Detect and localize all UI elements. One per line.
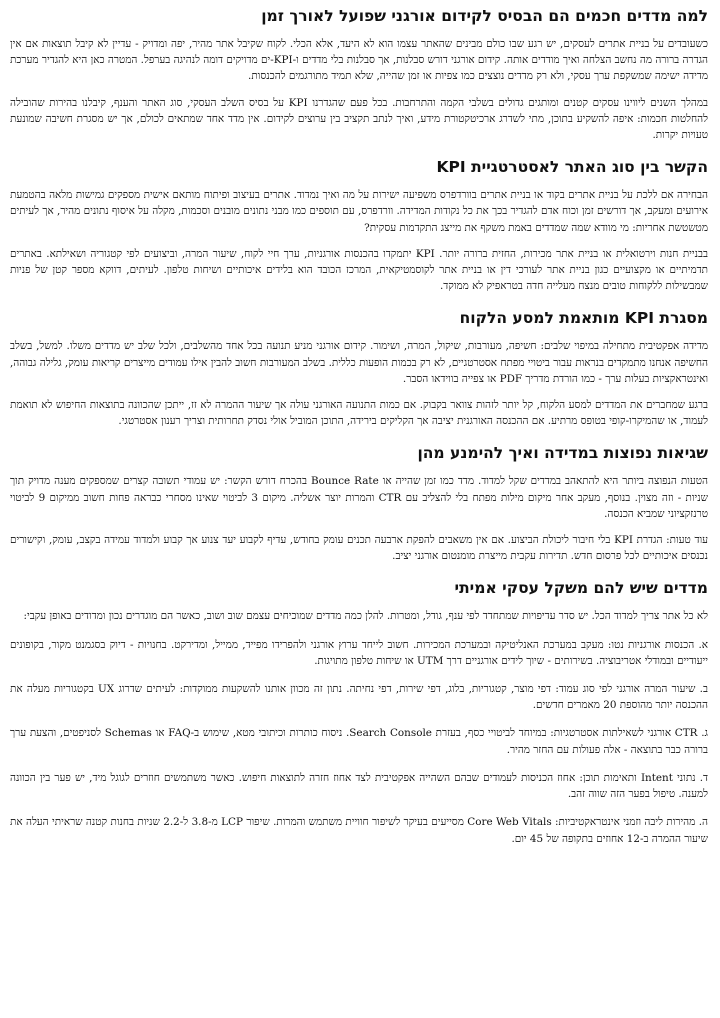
metric-item-a: א. הכנסות אורגניות נטו: מעקב במערכת האנליטיקה ובמערכת המכירות. חשוב לייחד ערוץ אורגני ולהפרידו מפייד, ממייל, ומדירקט. בחנויות - דיוק בסגמנט מקור, בקופונים ייעודיים ובמודלי אטריבוציה. בשירותים - שיוך לידים אורגניים דרך UTM או שיחות טלפון מתויגות.	[10, 638, 708, 667]
metric-item-d: ד. נתוני Intent ותאימות תוכן: אחוז הכניסות לעמודים שבהם השהייה אפקטיבית לצד אחוז חזרה לתוצאות חיפוש. כאשר משתמשים חוזרים לגוגל מיד, יש פער בין הכוונה למענה. טיפול בפער הזה שווה זהב.	[10, 771, 708, 801]
section-2-heading: הקשר בין סוג האתר לאסטרטגיית KPI	[436, 158, 708, 177]
section-5-intro: לא כל אתר צריך למדוד הכל. יש סדר עדיפויות שמתחדד לפי ענף, גודל, ומטרות. להלן כמה מדדים שמוכיחים עצמם שוב ושוב, כאשר הם מוגדרים נכון ומדודים באופן עקבי:	[23, 610, 708, 623]
section-3-paragraph-1: מדידה אפקטיבית מתחילה במיפוי שלבים: חשיפה, מעורבות, שיקול, המרה, ושימור. קידום אורגני מניע תנועה בכל אחד מהשלבים, ולכל שלב יש מדדים משלו. למשל, בשלב החשיפה אנחנו מתמקדים בנראות עבור ביטויי מפתח אסטרטגיים, לא רק בכמות הופעות כללית. בשלב המעורבות חשוב להבין אילו עמודים מייצרים קריאות עומק, גלילה גבוהה, ואינטראקציות בעלות ערך - כמו הורדת מדריך PDF או צפייה בווידאו הסבר.	[10, 340, 708, 385]
section-3-heading: מסגרת KPI מותאמת למסע הלקוח	[459, 309, 708, 328]
metric-item-e: ה. מהירות ליבה וזמני אינטראקטיביות: Core Web Vitals מסייעים בעיקר לשיפור חוויית משתמש והמרות. שיפור LCP מ-3.8 ל-2.2 שניות בחנות קטנה שראיתי העלה את שיעור ההמרה ב-12 אחוזים בתקופה של 45 יום.	[10, 816, 708, 845]
metric-item-c: ג. CTR אורגני לשאילתות אסטרטגיות: במיוחד לביטויי כסף, בעזרת Search Console. ניסוח כותרות וכיתובי מטא, שימוש ב-FAQ או Schemas לסניפטים, והצעת ערך ברורה כבר בתוצאה - אלה פעולות עם החזר מהיר.	[10, 727, 708, 756]
section-5-heading: מדדים שיש להם משקל עסקי אמיתי	[454, 579, 708, 598]
section-1-paragraph-2: במהלך השנים ליווינו עסקים קטנים ומותגים גדולים בשלבי הקמה והתרחבות. בכל פעם שהגדרנו KPI על בסיס השלב העסקי, סוג האתר והענף, קיבלנו בהירות שהובילה להחלטות חכמות: איפה להשקיע בתוכן, מתי לשדרג ארכיטקטורת מידע, ואיך לנתב תקציב בין ערוצים לקידום. אין מדד אחד שמתאים לכולם, אך יש מסגרת חשיבה שמונעת טעויות יקרות.	[10, 96, 708, 142]
section-3-paragraph-2: ברגע שמחברים את המדדים למסע הלקוח, קל יותר לזהות צוואר בקבוק. אם כמות התנועה האורגני עולה אך שיעור ההמרה לא זז, ייתכן שהכוונה בתוצאות החיפוש לא תואמת לעמוד, או שהמיקרו-קופי בטופס מרתיע. אם ההכנסה האורגנית יציבה אך הקליקים בירידה, התוכן המוביל אולי נסדק תחרותית וצריך רענון אסטרטגי.	[10, 399, 708, 428]
section-1-paragraph-1: כשעובדים על בניית אתרים לעסקים, יש רגע שבו כולם מבינים שהאתר עצמו הוא לא היעד, אלא הכלי. לקוח שקיבל אתר מהיר, יפה ומדויק - עדיין לא קיבל תוצאות אם אין הגדרה ברורה מה נחשב הצלחה ואיך מודדים אותה. קידום אורגני דורש סבלנות, אך סבלנות בלי מדדים ו-KPI-ים מדויקים דומה לנהיגה בערפל. המטרה כאן היא להגדיר מערכת מדידה ישימה שמשקפת ערך עסקי, ולא רק מדדים נוצצים כמו צפיות או זמן שהייה, שלא תמיד מתורגמים להכנסות.	[10, 38, 708, 83]
section-1-heading: למה מדדים חכמים הם הבסיס לקידום אורגני שפועל לאורך זמן	[261, 7, 708, 25]
metric-item-b: ב. שיעור המרה אורגני לפי סוג עמוד: דפי מוצר, קטגוריות, בלוג, דפי שירות, דפי נחיתה. נתון זה מכוון אותנו להשקעות ממוקדות: לעיתים שדרוג UX בקטגוריות מעלה את ההכנסה יותר מהוספת 20 מאמרים חדשים.	[10, 683, 708, 712]
section-4-heading: שגיאות נפוצות במדידה ואיך להימנע מהן	[417, 444, 708, 463]
section-2-paragraph-1: הבחירה אם ללכת על בניית אתרים בקוד או בניית אתרים בוורדפרס משפיעה ישירות על מה ואיך נמדוד. אתרים בעיצוב ופיתוח מותאם אישית מספקים גמישות מלאה בהטמעת אירועים ומעקב, אך דורשים זמן וכוח אדם להגדיר בכך את כל נקודות המדידה. וורדפרס, עם תוספים כמו מבני נתונים מובנים וסכמות, מקלה על איסוף נתונים מהיר, אך לעיתים מטשטשת אחריות: מי מוודא שמה שמדדים באמת משקף את מייצג התקדמות עסקית?	[10, 189, 708, 234]
section-4-paragraph-2: עוד טעות: הגדרת KPI בלי חיבור ליכולת הביצוע. אם אין משאבים להפקת ארבעה תכנים עומק בחודש, עדיף לקבוע יעד צנוע אך קבוע ולמדוד עמידה בקצב, עומק, וקישורים נכנסים איכותיים לכל פרסום חדש. תדירות עקבית מייצרת מומנטום אורגני יציב.	[10, 534, 708, 563]
section-4-paragraph-1: הטעות הנפוצה ביותר היא להתאהב במדדים שקל למדוד. מדד כמו זמן שהייה או Bounce Rate בהכרח דורש הקשר: יש עמודי תשובה קצרים שמספקים מענה מדויק תוך שניות - וזה מצוין. בנוסף, מעקב אחר מיקום מילות מפתח בלי להצליב עם CTR והמרות יוצר אשליה. מיקום 3 לביטוי שאינו מסחרי כבראה פחות חשוב ממיקום 9 לביטוי טרנזקציוני שמביא הכנסה.	[10, 475, 709, 520]
section-2-paragraph-2: בבניית חנות וירטואלית או בניית אתר מכירות, החזית ברורה יותר. KPI יתמקדו בהכנסות אורגניות, ערך חיי לקוח, שיעור המרה, וביצועים לפי קטגוריה ושאילתא. באתרים תדמיתיים או מקצועיים כגון בניית אתר לעורכי דין או בניית אתר לקוסמטיקאית, המרכז הכובד הוא בלידים איכותיים ושיחות טלפון. לעיתים, דווקא מספר קטן של פניות שמבשילות ללקוחות טובים מנצח מעלייה חדה בטראפיק לא ממוקד.	[10, 247, 708, 293]
